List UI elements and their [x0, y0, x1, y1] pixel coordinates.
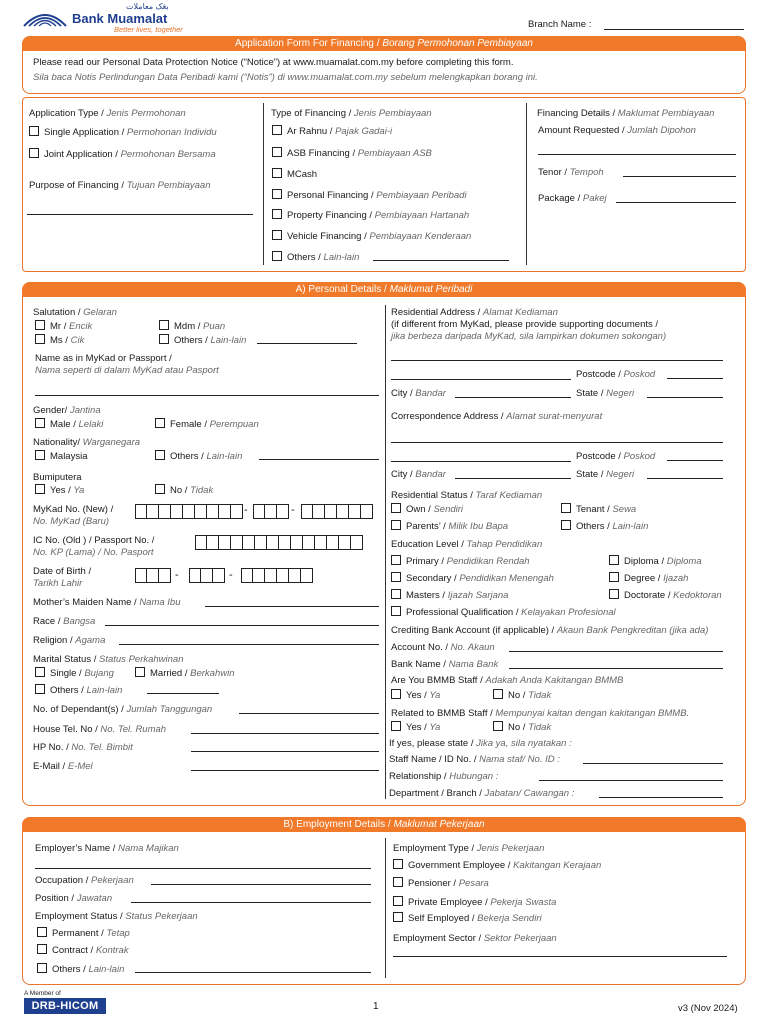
correspondence-address-line-2[interactable] [391, 461, 571, 462]
relationship-field[interactable] [539, 780, 723, 781]
city-field[interactable] [455, 397, 571, 398]
ic-label-ms: No. KP (Lama) / No. Pasport [33, 547, 154, 558]
status-permanent[interactable]: Permanent / Tetap [37, 927, 130, 939]
nationality-others-field[interactable] [259, 459, 379, 460]
salutation-label: Salutation / Gelaran [33, 307, 117, 318]
nationality-malaysia[interactable]: Malaysia [35, 450, 88, 462]
gender-male[interactable]: Male / Lelaki [35, 418, 103, 430]
marital-others-field[interactable] [147, 693, 219, 694]
mykad-field-part3[interactable] [301, 504, 373, 519]
bmmb-staff-no[interactable]: No / Tidak [493, 689, 551, 701]
gender-label: Gender/ Jantina [33, 405, 101, 416]
corr-city-field[interactable] [455, 478, 571, 479]
crediting-account-label: Crediting Bank Account (if applicable) / Akaun Bank Pengkreditan (jika ada) [391, 625, 709, 636]
marital-single[interactable]: Single / Bujang [35, 667, 114, 679]
branch-name-label: Branch Name : [528, 19, 592, 30]
personal-details-title: A) Personal Details / Maklumat Peribadi [22, 282, 746, 297]
ic-passport-field[interactable] [195, 535, 363, 550]
bmmb-staff-yes[interactable]: Yes / Ya [391, 689, 440, 701]
financing-type-title: Type of Financing / Jenis Pembiayaan [271, 108, 432, 119]
financing-option-mcash[interactable]: MCash [272, 168, 317, 180]
hp-label: HP No. / No. Tel. Bimbit [33, 742, 133, 753]
financing-option-ar-rahnu[interactable]: Ar Rahnu / Pajak Gadai-i [272, 125, 392, 137]
dob-month-field[interactable] [189, 568, 225, 583]
salutation-mr[interactable]: Mr / Encik [35, 320, 92, 332]
state-label: State / Negeri [576, 388, 635, 399]
related-staff-yes[interactable]: Yes / Ya [391, 721, 440, 733]
member-of-label: A Member of [24, 990, 61, 997]
marital-others[interactable]: Others / Lain-lain [35, 684, 122, 696]
city-label: City / Bandar [391, 388, 446, 399]
corr-postcode-label: Postcode / Poskod [576, 451, 656, 462]
salutation-others[interactable]: Others / Lain-lain [159, 334, 246, 346]
marital-status-label: Marital Status / Status Perkahwinan [33, 654, 184, 665]
corr-state-label: State / Negeri [576, 469, 635, 480]
brand-tagline: Better lives, together [114, 25, 183, 34]
religion-label: Religion / Agama [33, 635, 106, 646]
mykad-field-part2[interactable] [253, 504, 289, 519]
divider [385, 305, 386, 799]
residential-address-label: Residential Address / Alamat Kediaman [391, 307, 558, 318]
financing-option-others[interactable]: Others / Lain-lain [272, 251, 359, 263]
name-label-ms: Nama seperti di dalam MyKad atau Pasport [35, 365, 219, 376]
employment-details-title: B) Employment Details / Maklumat Pekerjaan [22, 817, 746, 832]
checkbox[interactable] [29, 148, 39, 158]
status-others[interactable]: Others / Lain-lain [37, 963, 124, 975]
email-field[interactable] [191, 770, 379, 771]
employment-status-label: Employment Status / Status Pekerjaan [35, 911, 198, 922]
relationship-label: Relationship / Hubungan : [389, 771, 499, 782]
maiden-name-field[interactable] [205, 606, 379, 607]
education-label: Education Level / Tahap Pendidikan [391, 539, 543, 550]
edu-primary[interactable]: Primary / Pendidikan Rendah [391, 555, 530, 567]
race-field[interactable] [105, 625, 379, 626]
divider [263, 103, 264, 265]
version-label: v3 (Nov 2024) [678, 1003, 738, 1014]
salutation-others-field[interactable] [257, 343, 357, 344]
purpose-label: Purpose of Financing / Tujuan Pembiayaan [29, 180, 211, 191]
dob-year-field[interactable] [241, 568, 313, 583]
notice-section [22, 36, 746, 94]
dob-label: Date of Birth / [33, 566, 92, 577]
dob-label-ms: Tarikh Lahir [33, 578, 83, 589]
tenor-label: Tenor / Tempoh [538, 167, 604, 178]
gender-female[interactable]: Female / Perempuan [155, 418, 259, 430]
house-tel-label: House Tel. No / No. Tel. Rumah [33, 724, 167, 735]
mykad-label: MyKad No. (New) / [33, 504, 114, 515]
bank-logo [22, 2, 183, 36]
personal-details-section: A) Personal Details / Maklumat Peribadi Salutation / Gelaran Mr / Encik Mdm / Puan Ms / Cik Others / Lain-lain Name as in MyKad or Passport / Nama seperti di dalam MyKad atau Pasport Gender/ Jantina Male / Lelaki Female / Perempuan Nationality/ Warganegara Malaysia Others / Lain-lain Bumiputera Yes / Ya No / Tidak MyKad No. (New) / No. MyKad (Baru) - - IC No. (Old ) / Passport No. / No. KP (Lama) / No. Pasport Date of Birth / Tarikh Lahir - - Mother’s Maiden Name / Nama Ibu Race / Bangsa Religion / Agama Marital Status / Status Perkahwinan Single / Bujang Married / Berkahwin Others / Lain-lain No. of Dependant(s) / Jumlah Tanggungan House Tel. No / No. Tel. Rumah HP No. / No. Tel. Bimbit E-Mail / E-Mel Residential Address / Alamat Kediaman (if different from MyKad, please provide supporting documents / jika berbeza daripada MyKad, sila lampirkan dokumen sokongan) Postcode / Poskod City / Bandar State / Negeri Correspondence Address / Alamat surat-menyurat Postcode / Poskod City / Bandar State / Negeri Residential Status / Taraf Kediaman Own / Sendiri Tenant / Sewa Parents’ / Milik Ibu Bapa Others / Lain-lain Education Level / Tahap Pendidikan Primary / Pendidikan Rendah Diploma / Diploma Secondary / Pendidikan Menengah Degree / Ijazah Masters / Ijazah Sarjana Doctorate / Kedoktoran Professional Qualification / Kelayakan Profesional Crediting Bank Account (if applicable) / Akaun Bank Pengkreditan (jika ada) Account No. / No. Akaun Bank Name / Nama Bank Are You BMMB Staff / Adakah Anda Kakitangan BMMB Yes / Ya No / Tidak Related to BMMB Staff / Mempunyai kaitan dengan kakitangan BMMB. Yes / Ya No / Tidak If yes, please state / Jika ya, sila nyatakan : Staff Name / ID No. / Nama staf/ No. ID : Relationship / Hubungan : Department / Branch / Jabatan/ Cawangan : [22, 282, 746, 806]
employer-name-label: Employer’s Name / Nama Majikan [35, 843, 179, 854]
type-self-employed[interactable]: Self Employed / Bekerja Sendiri [393, 912, 542, 924]
correspondence-address-label: Correspondence Address / Alamat surat-menyurat [391, 411, 603, 422]
maiden-name-label: Mother’s Maiden Name / Nama Ibu [33, 597, 181, 608]
account-no-label: Account No. / No. Akaun [391, 642, 495, 653]
financing-others-field[interactable] [373, 260, 509, 261]
related-staff-no[interactable]: No / Tidak [493, 721, 551, 733]
type-private[interactable]: Private Employee / Pekerja Swasta [393, 896, 556, 908]
race-label: Race / Bangsa [33, 616, 96, 627]
residential-address-line-2[interactable] [391, 379, 571, 380]
res-status-tenant[interactable]: Tenant / Sewa [561, 503, 636, 515]
status-contract[interactable]: Contract / Kontrak [37, 944, 129, 956]
corr-postcode-field[interactable] [667, 460, 723, 461]
joint-application-option[interactable]: Joint Application / Permohonan Bersama [29, 148, 216, 160]
edu-masters[interactable]: Masters / Ijazah Sarjana [391, 589, 508, 601]
divider [526, 103, 527, 265]
financing-option-asb[interactable]: ASB Financing / Pembiayaan ASB [272, 147, 432, 159]
bumiputera-no[interactable]: No / Tidak [155, 484, 213, 496]
name-field[interactable] [35, 395, 379, 396]
correspondence-address-line-1[interactable] [391, 442, 723, 443]
department-field[interactable] [599, 797, 723, 798]
bank-name-field[interactable] [509, 668, 723, 669]
financing-details-title: Financing Details / Maklumat Pembiayaan [537, 108, 715, 119]
status-others-field[interactable] [135, 972, 371, 973]
employer-name-field[interactable] [35, 868, 371, 869]
bumiputera-yes[interactable]: Yes / Ya [35, 484, 84, 496]
dob-day-field[interactable] [135, 568, 171, 583]
corr-state-field[interactable] [647, 478, 723, 479]
mykad-field-part1[interactable] [135, 504, 243, 519]
residential-note: (if different from MyKad, please provide supporting documents / [391, 319, 659, 330]
name-label: Name as in MyKad or Passport / [35, 353, 172, 364]
logo-mark-icon [22, 8, 68, 28]
financing-option-property[interactable]: Property Financing / Pembiayaan Hartanah [272, 209, 469, 221]
employment-type-label: Employment Type / Jenis Pekerjaan [393, 843, 545, 854]
employment-sector-label: Employment Sector / Sektor Pekerjaan [393, 933, 557, 944]
financing-option-vehicle[interactable]: Vehicle Financing / Pembiayaan Kenderaan [272, 230, 471, 242]
hp-field[interactable] [191, 751, 379, 752]
page-number: 1 [373, 1001, 379, 1012]
bank-name-label: Bank Name / Nama Bank [391, 659, 499, 670]
employment-sector-field[interactable] [393, 956, 727, 957]
checkbox[interactable] [29, 126, 39, 136]
edu-doctorate[interactable]: Doctorate / Kedoktoran [609, 589, 722, 601]
ic-label: IC No. (Old ) / Passport No. / [33, 535, 155, 546]
application-type-title: Application Type / Jenis Permohonan [29, 108, 186, 119]
edu-professional[interactable]: Professional Qualification / Kelayakan Profesional [391, 606, 616, 618]
residential-address-line-1[interactable] [391, 360, 723, 361]
mykad-label-ms: No. MyKad (Baru) [33, 516, 110, 527]
house-tel-field[interactable] [191, 733, 379, 734]
postcode-field[interactable] [667, 378, 723, 379]
package-label: Package / Pakej [538, 193, 607, 204]
occupation-field[interactable] [151, 884, 371, 885]
type-pensioner[interactable]: Pensioner / Pesara [393, 877, 489, 889]
res-status-own[interactable]: Own / Sendiri [391, 503, 463, 515]
package-field[interactable] [616, 202, 736, 203]
corr-city-label: City / Bandar [391, 469, 446, 480]
bmmb-staff-label: Are You BMMB Staff / Adakah Anda Kakitangan BMMB [391, 675, 624, 686]
if-yes-label: If yes, please state / Jika ya, sila nyatakan : [389, 738, 572, 749]
form-title: Application Form For Financing / Borang Permohonan Pembiayaan [22, 36, 746, 51]
nationality-label: Nationality/ Warganegara [33, 437, 141, 448]
staff-name-label: Staff Name / ID No. / Nama staf/ No. ID : [389, 754, 560, 765]
dependants-field[interactable] [239, 713, 379, 714]
occupation-label: Occupation / Pekerjaan [35, 875, 134, 886]
marital-married[interactable]: Married / Berkahwin [135, 667, 234, 679]
res-status-parents[interactable]: Parents’ / Milik Ibu Bapa [391, 520, 508, 532]
residential-note-ms: jika berbeza daripada MyKad, sila lampirkan dokumen sokongan) [391, 331, 667, 342]
position-field[interactable] [131, 902, 371, 903]
staff-name-field[interactable] [583, 763, 723, 764]
notice-en: Please read our Personal Data Protection Notice (“Notice”) at www.muamalat.com.my before completing this form. [33, 57, 514, 68]
tenor-field[interactable] [623, 176, 736, 177]
residential-status-label: Residential Status / Taraf Kediaman [391, 490, 543, 501]
res-status-others[interactable]: Others / Lain-lain [561, 520, 648, 532]
financing-option-personal[interactable]: Personal Financing / Pembiayaan Peribadi [272, 189, 467, 201]
financing-section [22, 97, 746, 272]
brand-arabic: بڠک معاملات [126, 2, 169, 11]
purpose-field[interactable] [27, 214, 253, 215]
notice-ms: Sila baca Notis Perlindungan Data Peribadi kami (“Notis”) di www.muamalat.com.my sebelum melengkapkan borang ini. [33, 72, 538, 83]
branch-name-field[interactable] [604, 29, 744, 30]
divider [385, 838, 386, 978]
position-label: Position / Jawatan [35, 893, 113, 904]
type-government[interactable]: Government Employee / Kakitangan Kerajaan [393, 859, 601, 871]
single-application-option[interactable]: Single Application / Permohonan Individu [29, 126, 217, 138]
amount-requested-label: Amount Requested / Jumlah Dipohon [538, 125, 696, 136]
department-label: Department / Branch / Jabatan/ Cawangan : [389, 788, 575, 799]
salutation-mdm[interactable]: Mdm / Puan [159, 320, 225, 332]
related-staff-label: Related to BMMB Staff / Mempunyai kaitan dengan kakitangan BMMB. [391, 708, 690, 719]
bumiputera-label: Bumiputera [33, 472, 82, 483]
religion-field[interactable] [119, 644, 379, 645]
amount-requested-field[interactable] [538, 154, 736, 155]
edu-degree[interactable]: Degree / Ijazah [609, 572, 688, 584]
dependants-label: No. of Dependant(s) / Jumlah Tanggungan [33, 704, 213, 715]
drb-hicom-logo: DRB-HICOM [24, 998, 106, 1014]
edu-diploma[interactable]: Diploma / Diploma [609, 555, 702, 567]
edu-secondary[interactable]: Secondary / Pendidikan Menengah [391, 572, 554, 584]
email-label: E-Mail / E-Mel [33, 761, 93, 772]
state-field[interactable] [647, 397, 723, 398]
postcode-label: Postcode / Poskod [576, 369, 656, 380]
account-no-field[interactable] [509, 651, 723, 652]
nationality-others[interactable]: Others / Lain-lain [155, 450, 242, 462]
salutation-ms[interactable]: Ms / Cik [35, 334, 84, 346]
brand-name: Bank Muamalat [72, 11, 168, 26]
employment-details-section [22, 817, 746, 985]
